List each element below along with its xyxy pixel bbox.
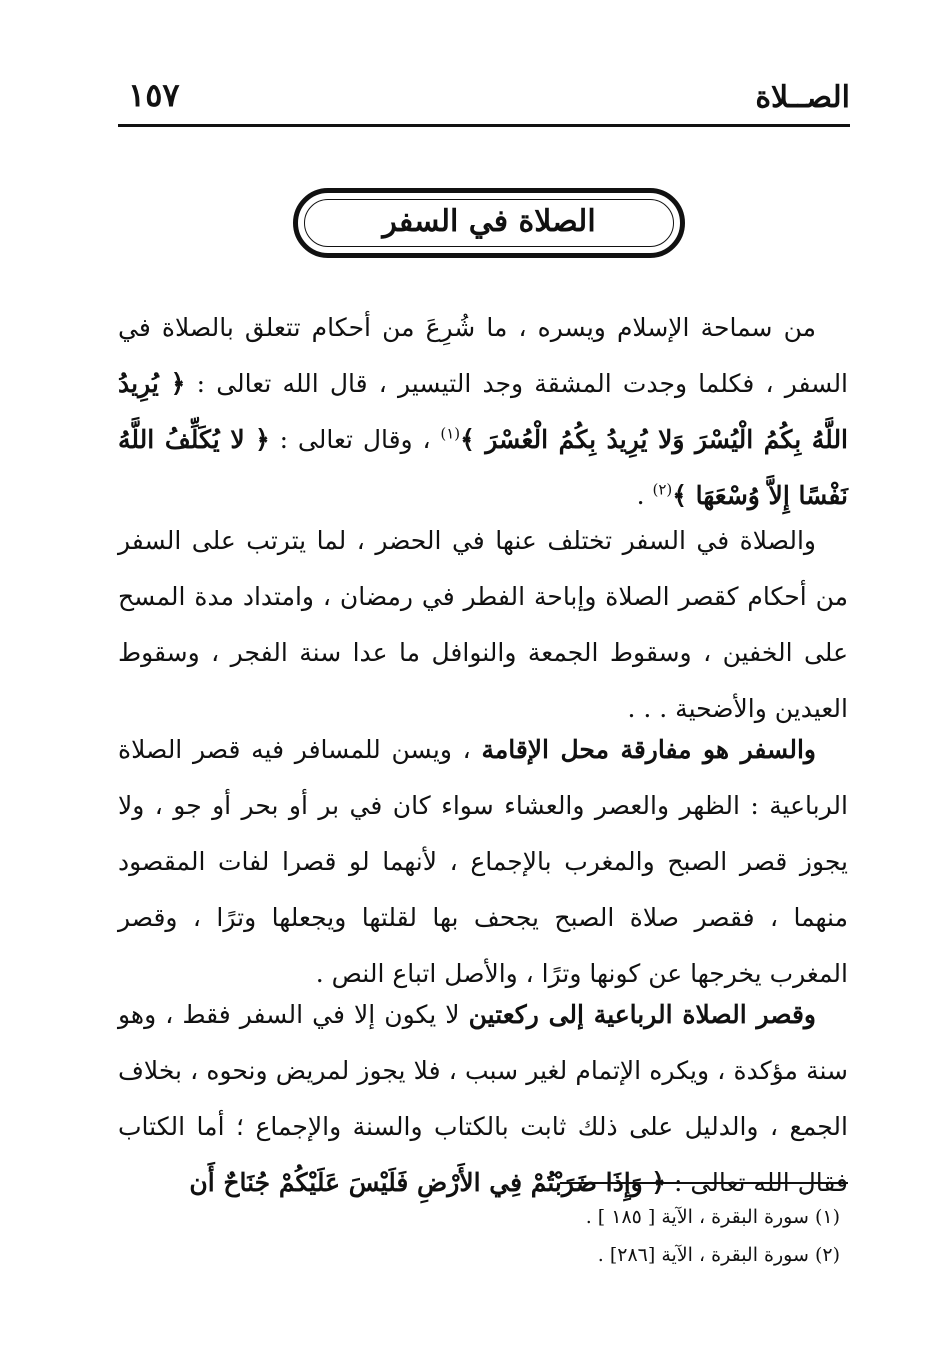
paragraph-1-text-b: ، وقال تعالى :	[269, 425, 441, 454]
paragraph-2-text: والصلاة في السفر تختلف عنها في الحضر ، لما يترتب على السفر من أحكام كقصر الصلاة وإباحة الفطر في رمضان ، وامتداد مدة المسح على الخفين ، وسقوط الجمعة والنوافل ما عدا سنة الفجر ، وسقوط العيدين والأضحية . . .	[118, 526, 848, 723]
footnotes	[118, 1198, 840, 1274]
section-title-frame	[293, 188, 685, 258]
paragraph-4	[118, 987, 848, 1211]
quran-verse-3: ﴿ وَإِذَا ضَرَبْتُمْ فِي الأَرْضِ فَلَيْسَ عَلَيْكُمْ جُنَاحٌ أَن	[189, 1168, 667, 1197]
page-number: ١٥٧	[128, 76, 180, 114]
paragraph-4-text: لا يكون إلا في السفر فقط ، وهو سنة مؤكدة ، ويكره الإتمام لغير سبب ، فلا يجوز لمريض ونحوه ، بخلاف الجمع ، والدليل على ذلك ثابت بالكتاب والسنة والإجماع ؛ أما الكتاب فقال الله تعالى :	[118, 1000, 848, 1197]
paragraph-4-lead: وقصر الصلاة الرباعية إلى ركعتين	[468, 1000, 816, 1029]
paragraph-1	[118, 300, 848, 524]
footnote-1: (١) سورة البقرة ، الآية [ ١٨٥ ] .	[585, 1206, 840, 1228]
paragraph-3	[118, 722, 848, 1002]
quran-verse-2: ﴿ لا يُكَلِّفُ اللَّهُ نَفْسًا إِلاَّ وُسْعَهَا ﴾	[118, 425, 848, 510]
footnote-ref-2: (٢)	[652, 480, 673, 499]
footnote-2: (٢) سورة البقرة ، الآية [٢٨٦] .	[597, 1244, 840, 1266]
section-title: الصلاة في السفر	[382, 204, 596, 239]
header-title: الصــلاة	[755, 80, 850, 115]
paragraph-2	[118, 513, 848, 737]
footnote-ref-1: (١)	[440, 424, 461, 443]
footnote-divider	[560, 1182, 848, 1184]
paragraph-1-text-a: من سماحة الإسلام ويسره ، ما شُرِعَ من أحكام تتعلق بالصلاة في السفر ، فكلما وجدت المشقة وجد التيسير ، قال الله تعالى :	[118, 313, 849, 398]
paragraph-1-text-c: .	[636, 481, 653, 510]
quran-verse-1: ﴿ يُرِيدُ اللَّهُ بِكُمُ الْيُسْرَ وَلا يُرِيدُ بِكُمُ الْعُسْرَ ﴾	[118, 369, 849, 454]
paragraph-3-text: ، ويسن للمسافر فيه قصر الصلاة الرباعية : الظهر والعصر والعشاء سواء كان في بر أو بحر أو جو ، ولا يجوز قصر الصبح والمغرب بالإجماع ، لأنهما لو قصرا لفات المقصود منهما ، فقصر صلاة الصبح يجحف بها لقلتها ويجعلها وترًا ، وقصر المغرب يخرجها عن كونها وترًا ، والأصل اتباع النص .	[118, 735, 848, 988]
paragraph-3-lead: والسفر هو مفارقة محل الإقامة	[481, 735, 816, 764]
running-header	[118, 72, 850, 127]
